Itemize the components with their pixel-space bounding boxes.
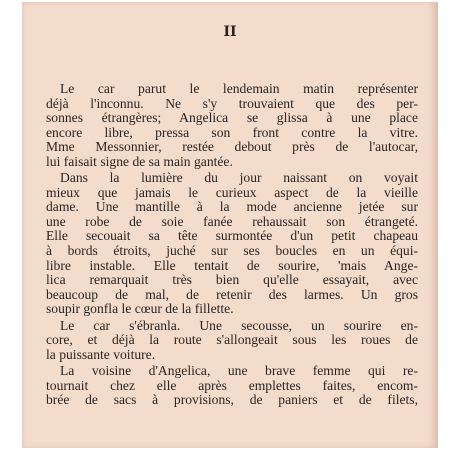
text-line: la puissante voiture.	[46, 346, 156, 362]
chapter-heading: II	[223, 24, 237, 40]
text-line: La voisine d'Angelica, une brave femme qui re-	[60, 363, 418, 379]
text-line: mieux que jamais le curieux aspect de la vieille	[46, 184, 418, 200]
text-line: lui faisait signe de sa main gantée.	[46, 153, 233, 169]
paragraph-3	[46, 319, 418, 363]
text-line: Le car s'ébranla. Une secousse, un sourire en-	[60, 317, 418, 333]
body-text	[46, 82, 418, 410]
text-line: libre instable. Elle tentait de sourire, 'mais Ange-	[46, 257, 418, 273]
text-line: à bords étroits, juché sur ses boucles en un équi-	[46, 243, 418, 259]
text-line: lica remarquait très bien qu'elle essayait, avec	[46, 272, 418, 288]
text-line: soupir gonfla le cœur de la fillette.	[46, 301, 234, 317]
text-line: déjà l'inconnu. Ne s'y trouvaient que des per-	[46, 95, 418, 111]
text-line: Elle secouait sa tête surmontée d'un petit chapeau	[46, 228, 418, 244]
text-line: une robe de soie fanée rehaussait son étrangeté.	[46, 213, 418, 229]
paragraph-2	[46, 171, 418, 316]
text-line: Dans la lumière du jour naissant on voyait	[60, 170, 418, 186]
text-line: encore libre, pressa son front contre la vitre.	[46, 124, 418, 140]
text-line: brée de sacs à provisions, de paniers et de filets,	[46, 392, 418, 408]
paragraph-1	[46, 82, 418, 169]
text-line: Mme Messonnier, restée debout près de l'autocar,	[46, 139, 418, 155]
paragraph-4	[46, 364, 418, 408]
book-page	[22, 2, 438, 448]
text-line: beaucoup de mal, de retenir des larmes. Un gros	[46, 286, 418, 302]
text-line: Le car parut le lendemain matin représenter	[60, 81, 418, 96]
text-line: core, et déjà la route s'allongeait sous les roues de	[46, 332, 418, 348]
text-line: tournait chez elle après emplettes faites, encom-	[46, 377, 418, 393]
text-line: dame. Une mantille à la mode ancienne jetée sur	[46, 199, 418, 215]
text-line: sonnes étrangères; Angelica se glissa à une place	[46, 110, 418, 126]
